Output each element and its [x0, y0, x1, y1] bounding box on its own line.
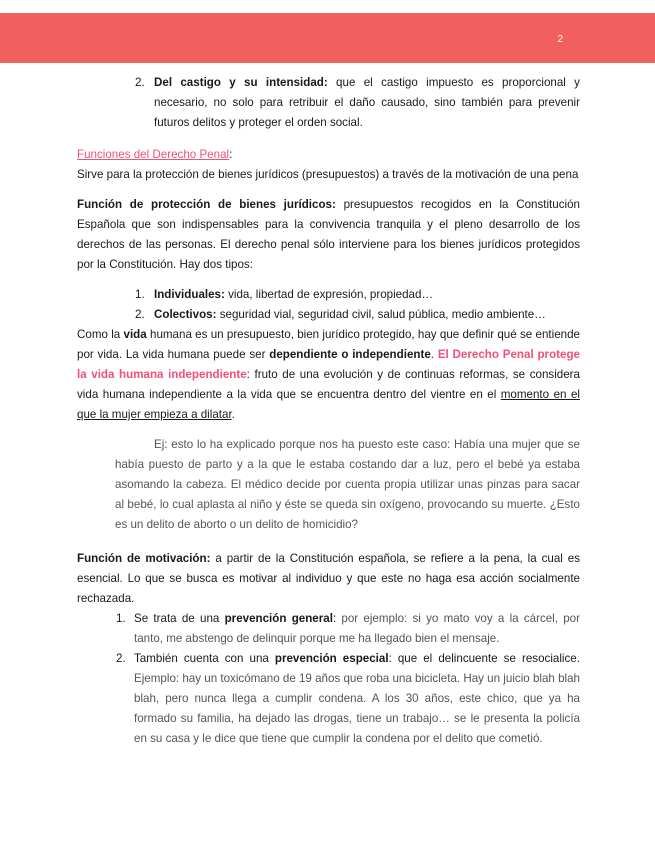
- list-item: [77, 649, 580, 749]
- bold-run: dependiente o independiente: [269, 348, 431, 361]
- text-run: .: [231, 408, 235, 421]
- bold-run: prevención especial: [274, 652, 389, 665]
- list-item-text: seguridad vial, seguridad civil, salud pública, medio ambiente…: [216, 308, 546, 321]
- list-number: 2.: [135, 76, 145, 89]
- document-body: [77, 73, 580, 749]
- text-run: :: [332, 612, 337, 625]
- funciones-text: Sirve para la protección de bienes jurídicos (presupuestos) a través de la motivación de una pena: [77, 168, 579, 181]
- list-number: 1.: [135, 288, 145, 301]
- list-item: [77, 285, 580, 305]
- proteccion-paragraph: [77, 195, 580, 275]
- page-number: 2: [557, 34, 563, 45]
- list-item: [77, 609, 580, 649]
- motivacion-text: a partir de la Constitución española, se refiere a la pena, la cual es esencial. Lo que se busca es motivar al individuo y que este no haga esa acción socialmente rechazada.: [77, 552, 580, 605]
- list-item-text: vida, libertad de expresión, propiedad…: [224, 288, 434, 301]
- text-run: : que el delincuente se resocialice.: [388, 652, 580, 665]
- header-band: [0, 13, 655, 63]
- proteccion-term: Función de protección de bienes jurídicos:: [77, 198, 336, 211]
- proteccion-text: presupuestos recogidos en la Constitución Española que son indispensables para la convivencia tranquila y el pleno desarrollo de los derechos de las personas. El derecho penal sólo interviene para los bienes jurídicos protegidos por la Constitución. Hay dos tipos:: [77, 198, 580, 271]
- example-run: Ejemplo: hay un toxicómano de 19 años que roba una bicicleta. Hay un juicio blah blah blah, pero nunca llega a cumplir condena. A los 30 años, este chico, que ya ha formado su familia, ha dejado las drogas, tiene un trabajo… se le presenta la policía en su casa y le dice que tiene que cumplir la condena por el delito que cometió.: [134, 672, 581, 745]
- highlight-run: El Derecho Penal protege la vida humana independiente: [77, 348, 580, 381]
- list-number: 2.: [135, 308, 145, 321]
- example-paragraph: [77, 435, 580, 535]
- list-item-term: Individuales:: [154, 288, 225, 301]
- list-item-term: Colectivos:: [154, 308, 217, 321]
- bold-run: prevención general: [224, 612, 333, 625]
- funciones-heading-line: [77, 145, 580, 165]
- motivacion-paragraph: [77, 549, 580, 609]
- example-run: por ejemplo: si yo mato voy a la cárcel, por tanto, me abstengo de delinquir porque me ha llegado bien el mensaje.: [134, 612, 580, 645]
- bold-run: vida: [123, 328, 147, 341]
- text-run: Como la: [77, 328, 124, 341]
- text-run: : fruto de una evolución y de continuas reformas, se considera vida humana independiente a la vida que se encuentra dentro del vientre en el: [77, 368, 580, 401]
- funciones-colon: :: [229, 148, 233, 161]
- underlined-run: momento en el que la mujer empieza a dilatar: [77, 388, 580, 421]
- list-item-text: que el castigo impuesto es proporcional y necesario, no solo para retribuir el daño causado, sino también para prevenir futuros delitos y proteger el orden social.: [154, 76, 580, 129]
- list-item: [77, 305, 580, 325]
- funciones-heading: Funciones del Derecho Penal: [77, 148, 230, 161]
- example-text: Ej: esto lo ha explicado porque nos ha puesto este caso: Había una mujer que se había puesto de parto y a la que le estaba costando dar a luz, pero el bebé ya estaba asomando la cabeza. El médico decide por cuenta propia utilizar unas pinzas para sacar al bebé, lo cual aplasta al niño y éste se queda sin oxígeno, provocando su muerte. ¿Esto es un delito de aborto o un delito de homicidio?: [115, 438, 580, 531]
- list-number: 2.: [116, 652, 126, 665]
- motivacion-term: Función de motivación:: [77, 552, 211, 565]
- list-item-term: Del castigo y su intensidad:: [154, 76, 328, 89]
- text-run: También cuenta con una: [134, 652, 275, 665]
- list-number: 1.: [116, 612, 126, 625]
- text-run: Se trata de una: [134, 612, 225, 625]
- list-item: [77, 73, 580, 133]
- prevencion-list: [77, 609, 580, 749]
- castigo-list: [77, 73, 580, 133]
- bienes-list: [77, 285, 580, 325]
- vida-paragraph: [77, 325, 580, 425]
- text-run: .: [430, 348, 438, 361]
- text-run: humana es un presupuesto, bien jurídico protegido, hay que definir qué se entiende por vida. La vida humana puede ser: [77, 328, 580, 361]
